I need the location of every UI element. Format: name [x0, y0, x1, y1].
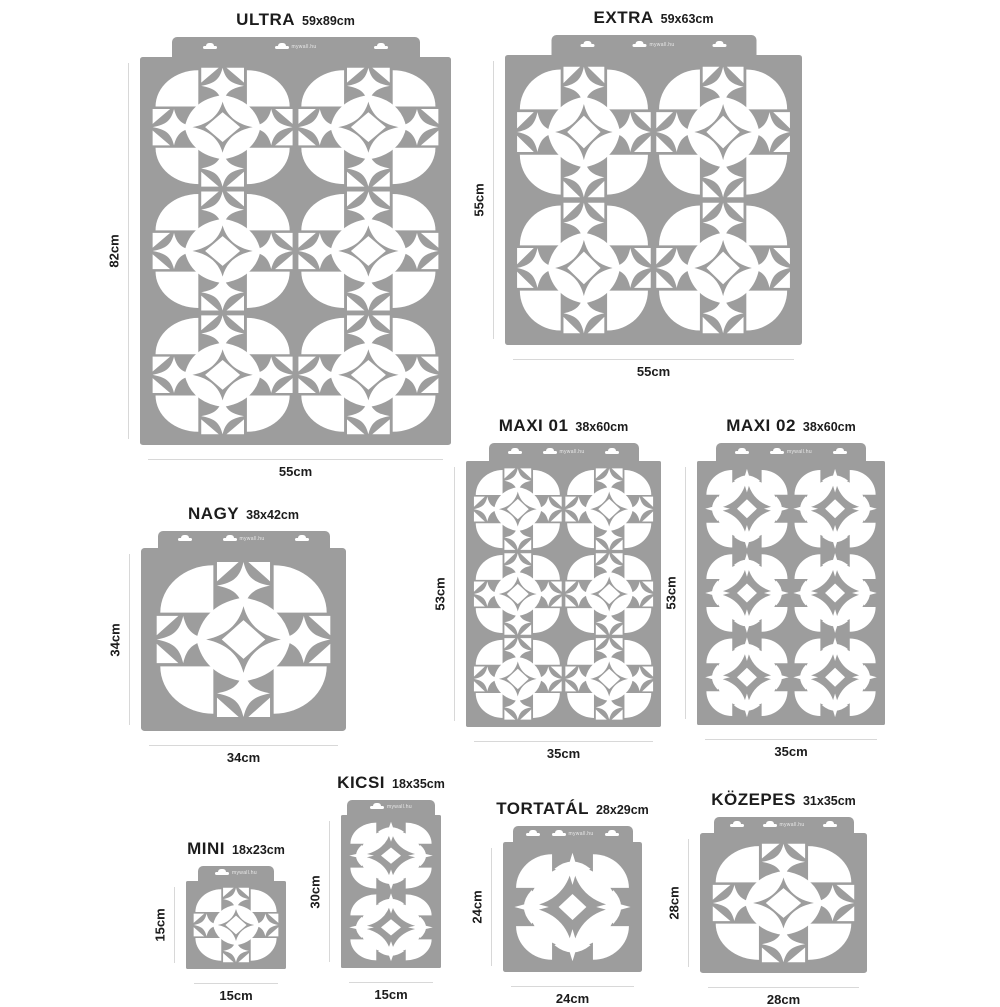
hanger-slot-center: [275, 45, 317, 50]
height-dimension-line: [685, 467, 686, 719]
height-dimension-line: [174, 887, 175, 963]
stencil-name: TORTATÁL: [496, 799, 589, 818]
stencil-name: EXTRA: [593, 8, 654, 27]
hanger-slot-icon: [178, 538, 192, 541]
stencil-pattern: [141, 548, 346, 731]
brand-text: mywall.hu: [649, 41, 675, 48]
height-dimension-label: 82cm: [106, 234, 122, 268]
height-dimension-line: [454, 467, 455, 721]
hanger-slot-icon: [833, 451, 847, 454]
hanger-slot-icon: [295, 538, 309, 541]
brand-text: mywall.hu: [559, 448, 585, 455]
width-dimension-label: 55cm: [278, 464, 313, 479]
stencil-nagy: [107, 504, 346, 765]
stencil-size: 18x23cm: [232, 843, 285, 857]
stencil-size: 31x35cm: [802, 794, 856, 808]
stencil-name: ULTRA: [236, 10, 296, 29]
width-dimension-line: [148, 459, 443, 460]
stencil-size: 59x63cm: [660, 12, 714, 26]
hanger-slot-icon: [552, 833, 566, 836]
hanger-slot-icon: [526, 833, 540, 836]
hanger-slot-center: [223, 537, 265, 542]
stencil-kicsi: [307, 773, 445, 1002]
stencil-pattern: [140, 57, 451, 445]
hanger-slot-icon: [581, 44, 595, 47]
hanger-slot-icon: [770, 451, 784, 454]
stencil-name: KÖZEPES: [711, 790, 796, 809]
width-dimension-line: [513, 359, 794, 360]
stencil-pattern: [697, 461, 885, 725]
hanger-slot-center: [215, 871, 257, 876]
hanger-header: [513, 826, 633, 842]
width-dimension-label: 55cm: [636, 364, 671, 379]
stencil-size: 38x42cm: [246, 508, 299, 522]
hanger-slot-icon: [605, 833, 619, 836]
stencil-title: [499, 416, 628, 436]
brand-text: mywall.hu: [779, 821, 805, 828]
hanger-slot-icon: [730, 824, 744, 827]
hanger-header: [172, 37, 420, 57]
hanger-header: [158, 531, 330, 548]
stencil-name: MAXI 02: [726, 416, 796, 435]
hanger-slot-icon: [223, 538, 237, 541]
stencil-size: 18x35cm: [392, 777, 445, 791]
stencil-name: MAXI 01: [498, 416, 569, 435]
width-dimension-line: [474, 741, 653, 742]
height-dimension-line: [493, 61, 494, 339]
stencil-name: KICSI: [337, 773, 386, 792]
height-dimension-line: [491, 848, 492, 966]
width-dimension-line: [511, 986, 634, 987]
hanger-slot-center: [552, 832, 594, 837]
width-dimension-line: [149, 745, 338, 746]
height-dimension-label: 15cm: [152, 908, 168, 942]
width-dimension-label: 28cm: [766, 992, 801, 1007]
height-dimension-label: 53cm: [663, 576, 679, 610]
stencil-pattern: [466, 461, 661, 727]
brand-text: mywall.hu: [232, 870, 257, 876]
width-dimension-label: 35cm: [774, 744, 808, 759]
width-dimension-label: 35cm: [546, 746, 581, 761]
hanger-slot-icon: [823, 824, 837, 827]
height-dimension-label: 28cm: [666, 886, 682, 920]
height-dimension-label: 55cm: [471, 183, 487, 217]
stencil-size: 38x60cm: [575, 420, 629, 434]
stencil-title: [188, 504, 299, 524]
height-dimension-line: [129, 554, 130, 725]
hanger-header: [489, 443, 639, 461]
brand-text: mywall.hu: [291, 43, 317, 50]
brand-text: mywall.hu: [787, 448, 812, 455]
hanger-header: [551, 35, 756, 55]
stencil-title: [496, 799, 649, 819]
stencil-title: [711, 790, 856, 810]
width-dimension-line: [349, 982, 433, 983]
stencil-name: MINI: [187, 839, 226, 858]
hanger-slot-icon: [203, 46, 217, 49]
hanger-slot-icon: [370, 806, 384, 809]
stencil-pattern: [341, 815, 441, 968]
stencil-mini: [152, 839, 286, 1003]
hanger-slot-icon: [735, 451, 749, 454]
brand-text: mywall.hu: [387, 804, 412, 810]
stencil-extra: [471, 8, 802, 379]
height-dimension-label: 53cm: [432, 577, 448, 611]
stencil-size: 38x60cm: [802, 420, 856, 434]
width-dimension-label: 24cm: [555, 991, 590, 1006]
hanger-slot-icon: [712, 44, 726, 47]
height-dimension-label: 24cm: [469, 890, 485, 924]
hanger-slot-center: [770, 450, 812, 455]
hanger-slot-icon: [543, 451, 557, 454]
width-dimension-line: [194, 983, 278, 984]
width-dimension-label: 15cm: [219, 988, 253, 1003]
stencil-title: [236, 10, 355, 30]
hanger-slot-center: [370, 805, 412, 810]
hanger-header: [714, 817, 854, 833]
height-dimension-line: [128, 63, 129, 439]
width-dimension-line: [705, 739, 877, 740]
stencil-title: [187, 839, 285, 859]
hanger-slot-icon: [633, 44, 647, 47]
hanger-header: [716, 443, 866, 461]
stencil-maxi-01: [432, 416, 661, 761]
height-dimension-label: 30cm: [307, 874, 323, 909]
hanger-slot-center: [633, 43, 675, 48]
stencil-tortatal: [469, 799, 649, 1006]
hanger-slot-icon: [763, 824, 777, 827]
stencil-size: 59x89cm: [302, 14, 355, 28]
width-dimension-label: 34cm: [226, 750, 261, 765]
hanger-slot-center: [543, 450, 585, 455]
stencil-pattern: [503, 842, 642, 972]
hanger-slot-icon: [215, 872, 229, 875]
stencil-title: [337, 773, 445, 793]
stencil-name: NAGY: [188, 504, 240, 523]
hanger-slot-icon: [275, 46, 289, 49]
stencil-title: [594, 8, 714, 28]
stencil-pattern: [505, 55, 802, 345]
brand-text: mywall.hu: [239, 536, 265, 542]
stencil-ultra: [106, 10, 451, 479]
hanger-slot-icon: [508, 451, 522, 454]
brand-text: mywall.hu: [568, 830, 594, 837]
stencil-pattern: [186, 881, 286, 969]
hanger-slot-icon: [374, 46, 388, 49]
width-dimension-line: [708, 987, 859, 988]
stencil-title: [726, 416, 855, 436]
hanger-header: [347, 800, 435, 815]
hanger-header: [198, 866, 274, 881]
height-dimension-line: [329, 821, 330, 962]
stencil-kozepes: [666, 790, 867, 1007]
stencil-size: 28x29cm: [595, 803, 649, 817]
width-dimension-label: 15cm: [374, 987, 408, 1002]
hanger-slot-center: [763, 823, 805, 828]
stencil-pattern: [700, 833, 867, 973]
hanger-slot-icon: [605, 451, 619, 454]
stencil-maxi-02: [663, 416, 885, 759]
height-dimension-label: 34cm: [107, 622, 123, 657]
height-dimension-line: [688, 839, 689, 967]
